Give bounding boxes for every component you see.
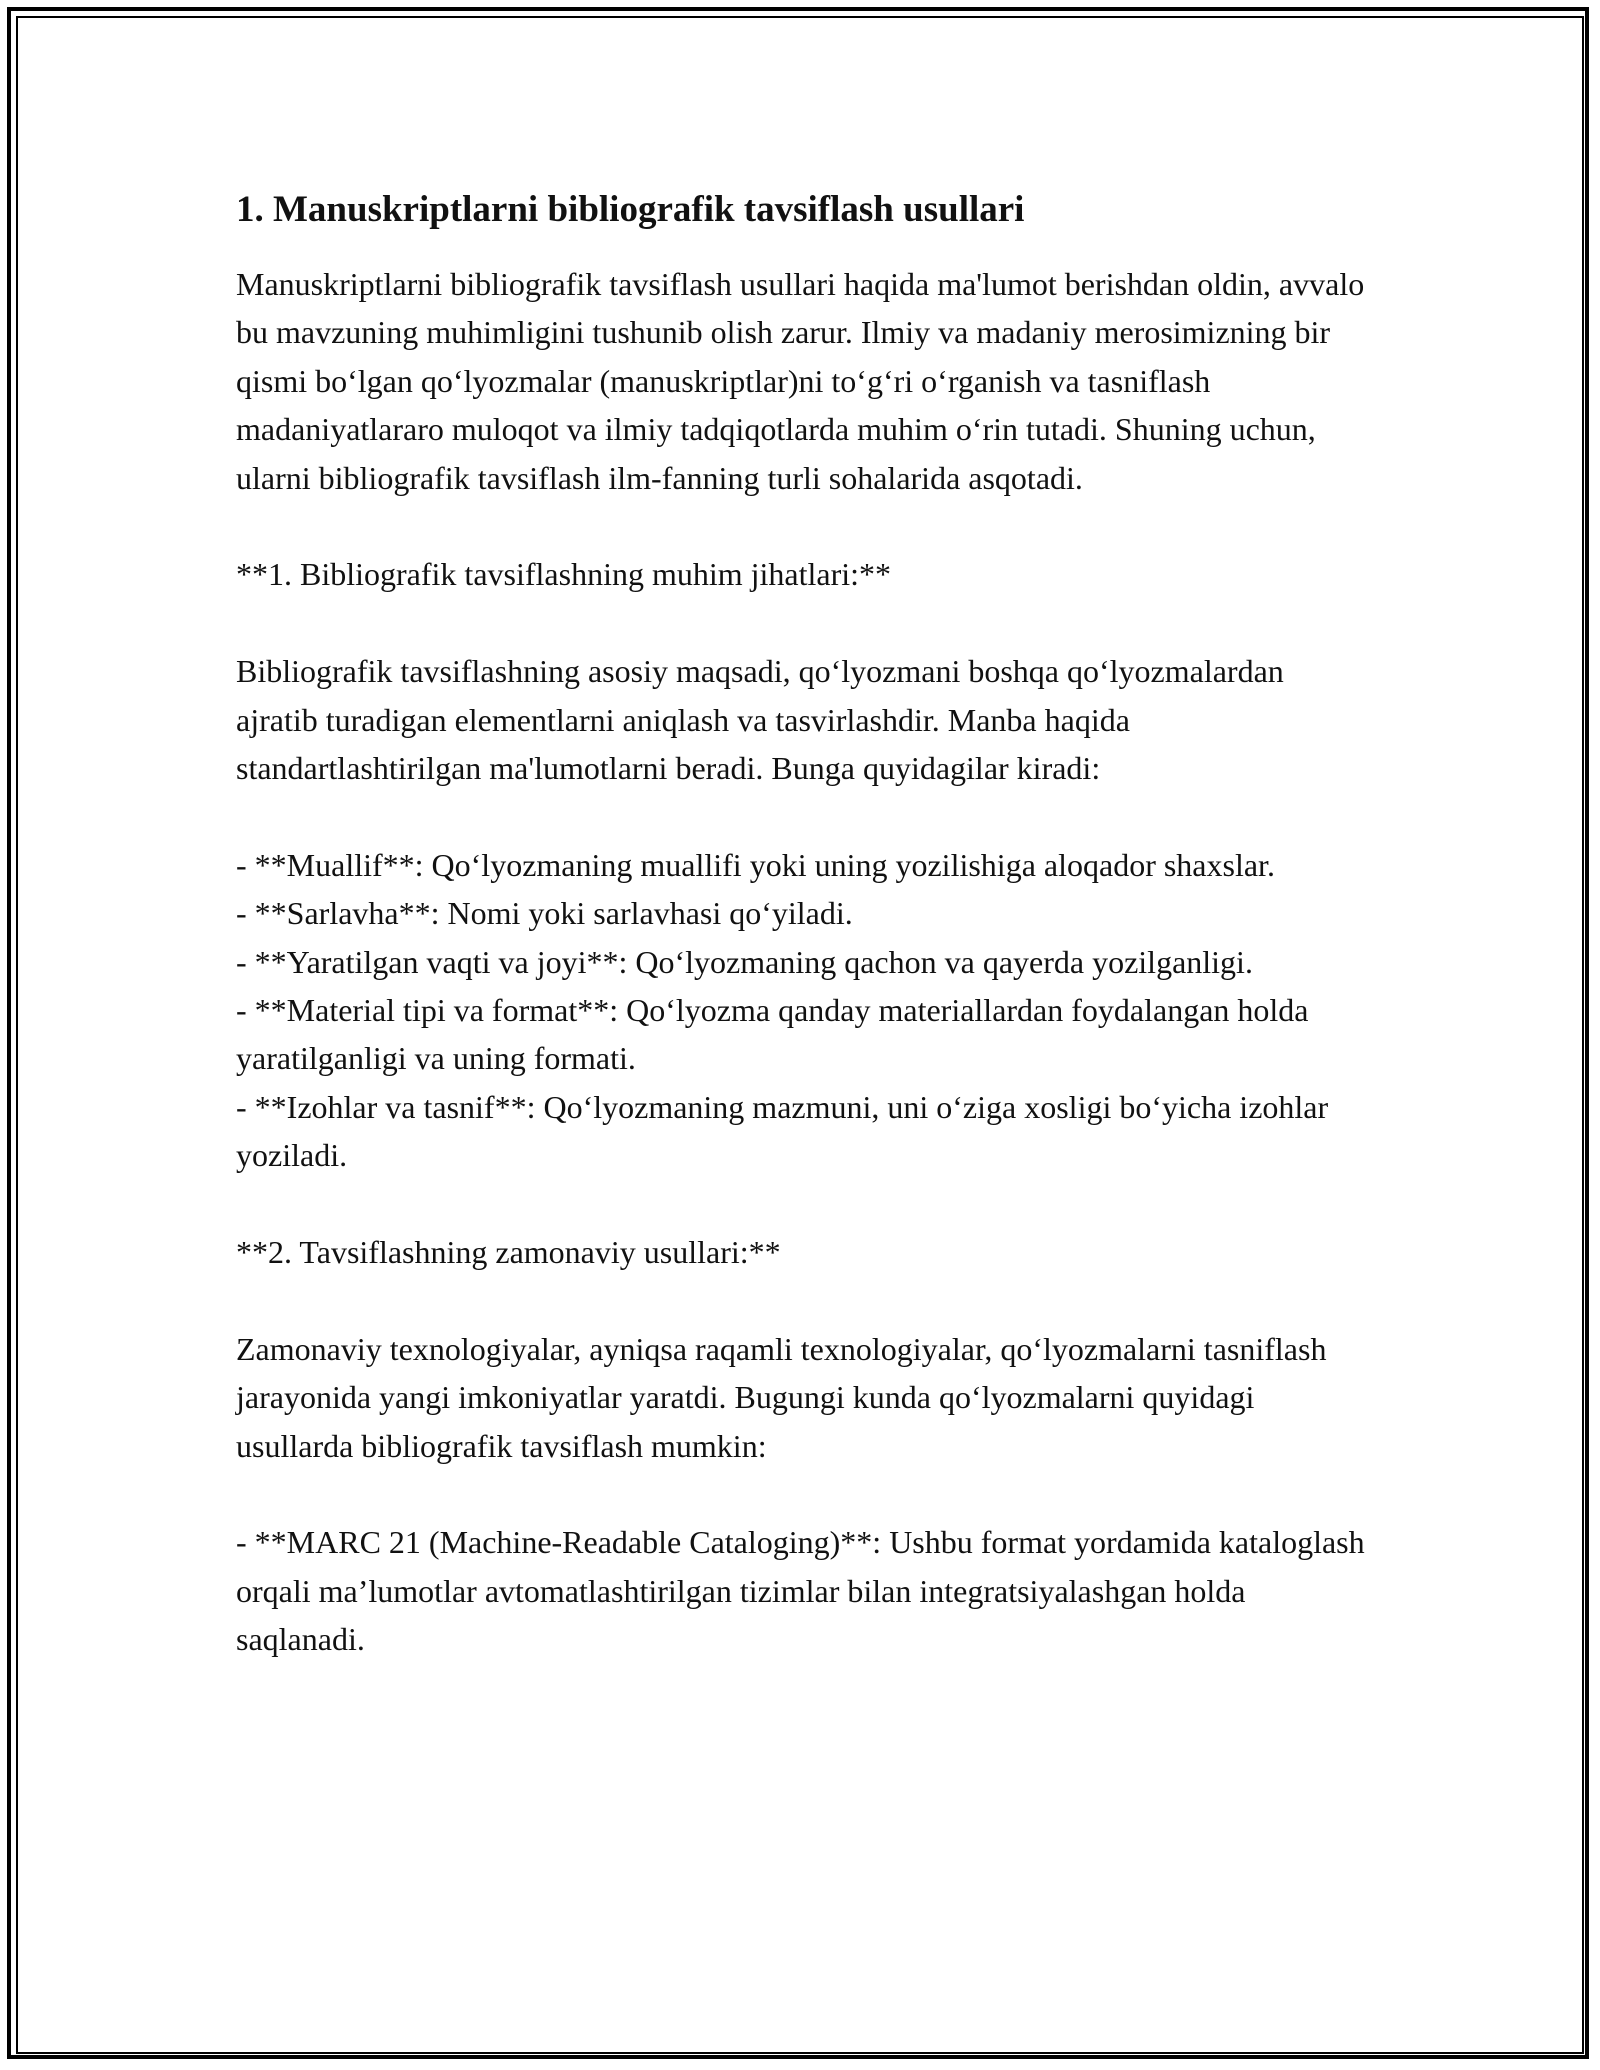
- spacer: [236, 502, 1366, 550]
- list-item-marc21: - **MARC 21 (Machine-Readable Cataloging)**: Ushbu format yordamida kataloglash orqali ma’lumotlar avtomatlashtirilgan tizimlar bilan integratsiyalashgan holda saqlanadi.: [236, 1524, 1365, 1658]
- list-item-muallif: - **Muallif**: Qo‘lyozmaning muallifi yoki uning yozilishiga aloqador shaxslar.: [236, 846, 1275, 883]
- list-item-izohlar: - **Izohlar va tasnif**: Qo‘lyozmaning mazmuni, uni o‘ziga xosligi bo‘yicha izohlar yoziladi.: [236, 1088, 1329, 1174]
- spacer: [236, 1180, 1366, 1228]
- spacer: [236, 1470, 1366, 1518]
- list-item-material: - **Material tipi va format**: Qo‘lyozma qanday materiallardan foydalangan holda yaratilganligi va uning formati.: [236, 992, 1309, 1077]
- intro-paragraph: Manuskriptlarni bibliografik tavsiflash usullari haqida ma'lumot berishdan oldin, avvalo bu mavzuning muhimligini tushunib olish zarur. Ilmiy va madaniy merosimizning bir qismi bo‘lgan qo‘lyozmalar (manuskriptlar)ni to‘g‘ri o‘rganish va tasniflash madaniyatlararo muloqot va ilmiy tadqiqotlarda muhim o‘rin tutadi. Shuning uchun, ularni bibliografik tavsiflash ilm-fanning turli sohalarida asqotadi.: [236, 266, 1365, 496]
- list-item-yaratilgan: - **Yaratilgan vaqti va joyi**: Qo‘lyozmaning qachon va qayerda yozilganligi.: [236, 943, 1253, 980]
- section-1-paragraph: Bibliografik tavsiflashning asosiy maqsadi, qo‘lyozmani boshqa qo‘lyozmalardan ajratib turadigan elementlarni aniqlash va tasvirlashdir. Manba haqida standartlashtirilgan ma'lumotlarni beradi. Bunga quyidagilar kiradi:: [236, 653, 1284, 787]
- section-2-title: **2. Tavsiflashning zamonaviy usullari:**: [236, 1234, 781, 1271]
- page-title: 1. Manuskriptlarni bibliografik tavsiflash usullari: [236, 189, 1025, 230]
- spacer: [236, 1276, 1366, 1324]
- spacer: [236, 792, 1366, 840]
- list-item-sarlavha: - **Sarlavha**: Nomi yoki sarlavhasi qo‘yiladi.: [236, 895, 853, 932]
- section-1-title: **1. Bibliografik tavsiflashning muhim jihatlari:**: [236, 556, 892, 593]
- spacer: [236, 599, 1366, 647]
- section-2-paragraph: Zamonaviy texnologiyalar, ayniqsa raqamli texnologiyalar, qo‘lyozmalarni tasniflash jarayonida yangi imkoniyatlar yaratdi. Bugungi kunda qo‘lyozmalarni quyidagi usullarda bibliografik tavsiflash mumkin:: [236, 1330, 1327, 1464]
- document-body: [236, 186, 1366, 1664]
